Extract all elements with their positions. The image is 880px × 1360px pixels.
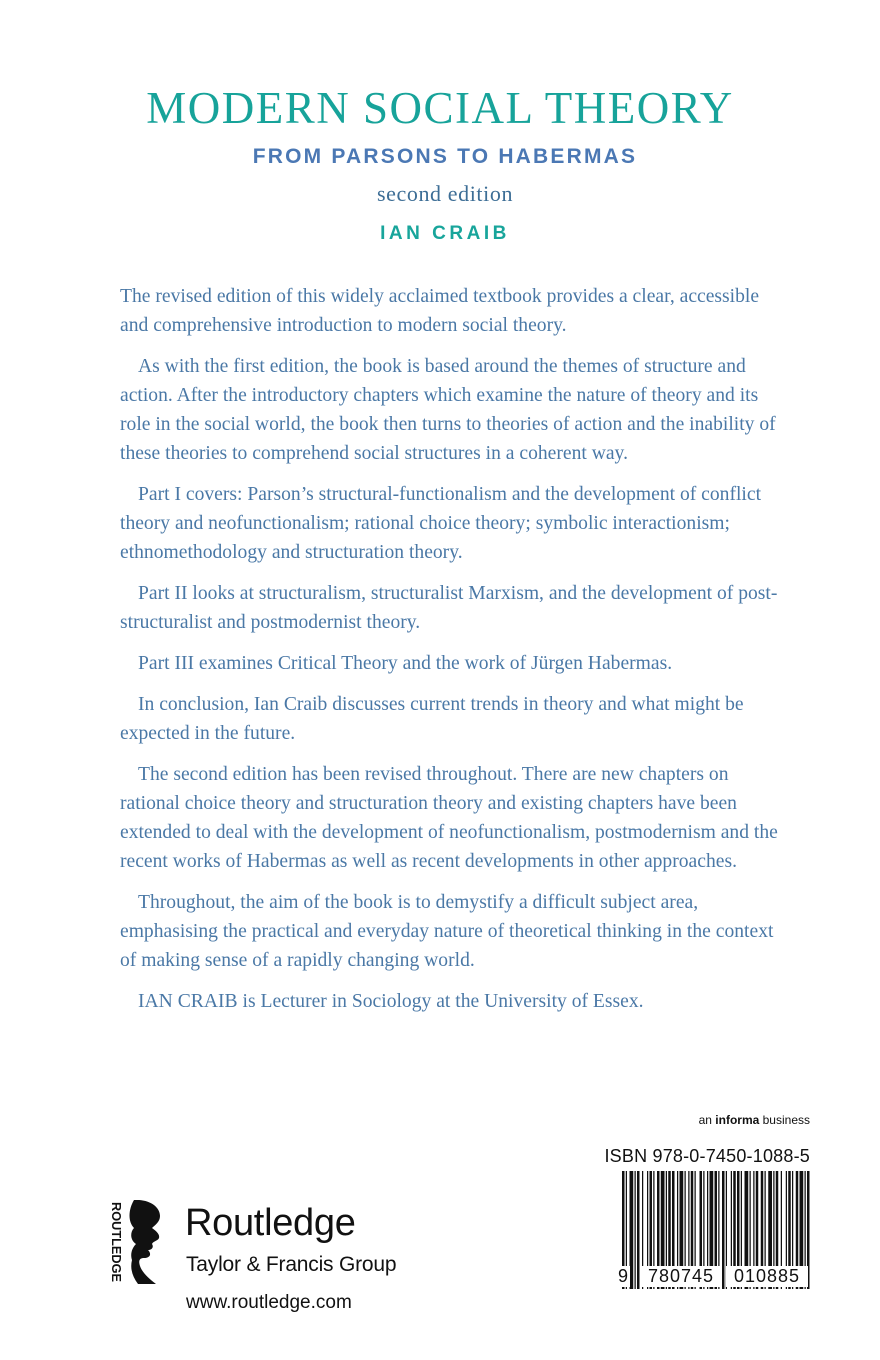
blurb-paragraph: Part III examines Critical Theory and the work of Jürgen Habermas. — [138, 653, 673, 674]
routledge-logo-icon — [108, 1200, 188, 1284]
informa-business-tag — [640, 1113, 810, 1127]
barcode-digits-right: 010885 — [726, 1266, 808, 1287]
publisher-name: Routledge — [185, 1202, 356, 1244]
edition-label: second edition — [376, 181, 514, 206]
author-name: IAN CRAIB — [380, 223, 510, 244]
logo-wordmark: ROUTLEDGE — [109, 1202, 124, 1284]
blurb-paragraph: As with the first edition, the book is based around the themes of structure and action. After the introductory chapters which examine the nature of theory and its role in the social world, the book then turns to theories of action and the inability of these theories to comprehend social structures in a coherent way. — [120, 356, 776, 464]
blurb-paragraph: The second edition has been revised throughout. There are new chapters on rational choice theory and structuration theory and existing chapters have been extended to deal with the development of neofunctionalism, postmodernism and the recent works of Habermas as well as recent developments in other approaches. — [120, 764, 778, 872]
informa-brand: informa — [715, 1113, 760, 1127]
barcode-digits-left: 780745 — [640, 1266, 722, 1287]
blurb-text — [120, 282, 780, 1028]
informa-prefix: an — [698, 1113, 716, 1127]
book-subtitle: FROM PARSONS TO HABERMAS — [252, 145, 638, 168]
barcode-digit-first: 9 — [618, 1266, 629, 1286]
blurb-paragraph: In conclusion, Ian Craib discusses current trends in theory and what might be expected in the future. — [120, 694, 744, 744]
isbn-label: ISBN 978-0-7450-1088-5 — [604, 1146, 810, 1166]
book-title: MODERN SOCIAL THEORY — [146, 83, 734, 133]
publisher-group: Taylor & Francis Group — [186, 1253, 397, 1276]
author-bio: IAN CRAIB is Lecturer in Sociology at the University of Essex. — [138, 991, 644, 1012]
blurb-paragraph: Part II looks at structuralism, structuralist Marxism, and the development of post-structuralist and postmodernist theory. — [120, 583, 778, 633]
blurb-paragraph: Part I covers: Parson’s structural-functionalism and the development of conflict theory and neofunctionalism; rational choice theory; symbolic interactionism; ethnomethodology and structuration theory. — [120, 484, 762, 563]
blurb-paragraph: The revised edition of this widely acclaimed textbook provides a clear, accessible and comprehensive introduction to modern social theory. — [120, 286, 760, 336]
barcode-digits — [618, 1266, 810, 1292]
publisher-url: www.routledge.com — [186, 1292, 352, 1313]
informa-suffix: business — [759, 1113, 810, 1127]
blurb-paragraph: Throughout, the aim of the book is to demystify a difficult subject area, emphasising the practical and everyday nature of theoretical thinking in the context of making sense of a rapidly changing world. — [120, 892, 774, 971]
